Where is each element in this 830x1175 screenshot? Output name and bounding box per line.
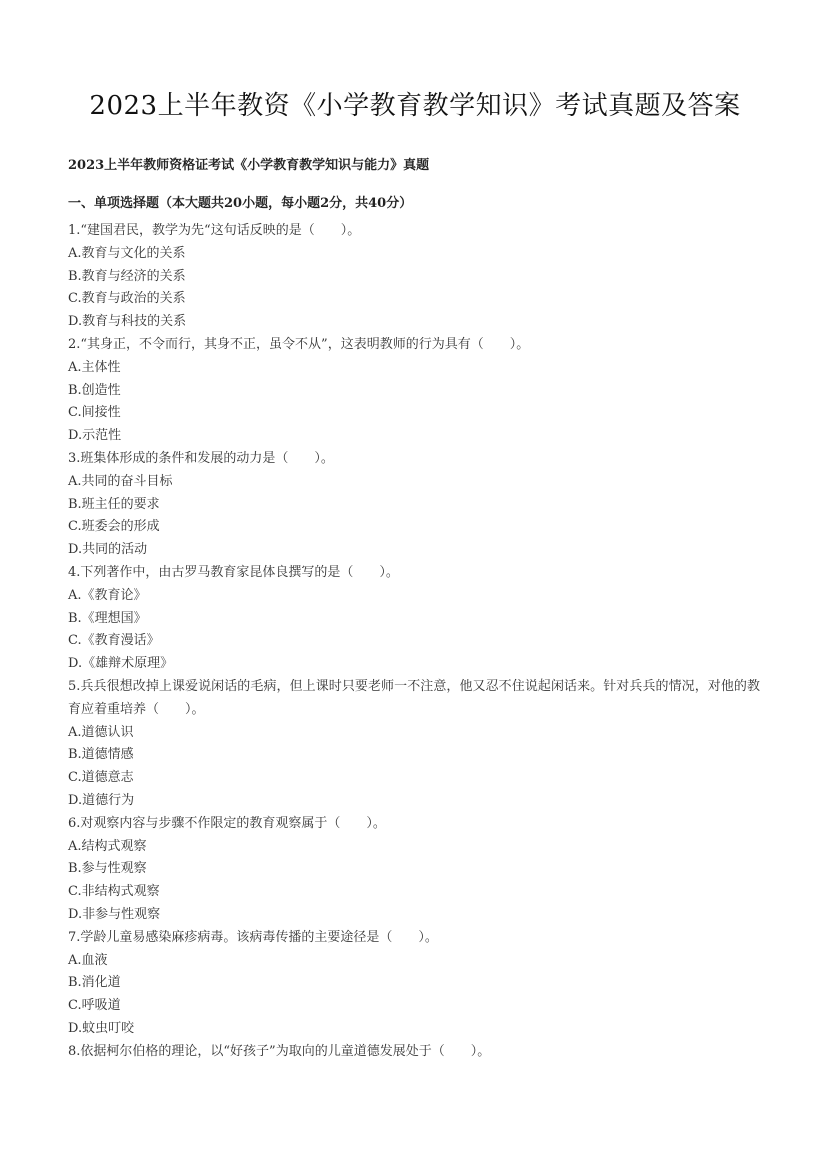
question-option: A.血液 <box>68 952 108 968</box>
question-option: B.教育与经济的关系 <box>68 268 186 284</box>
question-option: D.道德行为 <box>68 792 135 808</box>
question-stem: 5.兵兵很想改掉上课爱说闲话的毛病，但上课时只要老师一不注意，他又忍不住说起闲话来。针对兵兵的情况，对他的教育应着重培养（ ）。 <box>68 678 760 717</box>
question-option: D.教育与科技的关系 <box>68 314 187 330</box>
question-option: B.参与性观察 <box>68 861 147 877</box>
question-option: B.《理想国》 <box>68 610 147 626</box>
question-option: D.蚊虫叮咬 <box>68 1020 135 1036</box>
document-subtitle: 2023上半年教师资格证考试《小学教育教学知识与能力》真题 <box>68 158 430 173</box>
question-option: A.教育与文化的关系 <box>68 245 186 261</box>
question-option: C.呼吸道 <box>68 998 121 1014</box>
question-option: C.《教育漫话》 <box>68 633 160 649</box>
question-stem: 2.“其身正，不令而行，其身不正，虽令不从”，这表明教师的行为具有（ ）。 <box>68 336 530 352</box>
question-stem: 8.依据柯尔伯格的理论，以“好孩子”为取向的儿童道德发展处于（ ）。 <box>68 1043 491 1059</box>
document-title: 2023上半年教资《小学教育教学知识》考试真题及答案 <box>89 91 741 121</box>
question-stem: 6.对观察内容与步骤不作限定的教育观察属于（ ）。 <box>68 815 386 831</box>
question-option: C.道德意志 <box>68 770 134 786</box>
question-option: C.教育与政治的关系 <box>68 291 186 307</box>
question-option: B.班主任的要求 <box>68 496 160 512</box>
question-option: D.《雄辩术原理》 <box>68 656 174 672</box>
question-option: A.共同的奋斗目标 <box>68 473 173 489</box>
question-stem: 3.班集体形成的条件和发展的动力是（ ）。 <box>68 450 334 466</box>
question-option: C.班委会的形成 <box>68 519 160 535</box>
question-option: C.间接性 <box>68 405 121 421</box>
question-option: A.主体性 <box>68 359 121 375</box>
question-option: C.非结构式观察 <box>68 884 160 900</box>
question-option: A.道德认识 <box>68 724 134 740</box>
question-list <box>68 220 760 1063</box>
question-stem: 1.“建国君民，教学为先“这句话反映的是（ ）。 <box>68 223 361 238</box>
question-option: B.道德情感 <box>68 747 134 763</box>
question-option: B.消化道 <box>68 975 121 991</box>
section-header: 一、单项选择题（本大题共20小题，每小题2分，共40分） <box>68 196 413 211</box>
question-option: D.示范性 <box>68 428 122 444</box>
question-option: A.结构式观察 <box>68 838 147 854</box>
question-option: D.共同的活动 <box>68 542 148 558</box>
question-stem: 4.下列著作中，由古罗马教育家昆体良撰写的是（ ）。 <box>68 564 399 580</box>
question-option: A.《教育论》 <box>68 587 147 603</box>
question-stem: 7.学龄儿童易感染麻疹病毒。该病毒传播的主要途径是（ ）。 <box>68 929 438 945</box>
question-option: D.非参与性观察 <box>68 906 161 922</box>
question-option: B.创造性 <box>68 382 121 398</box>
